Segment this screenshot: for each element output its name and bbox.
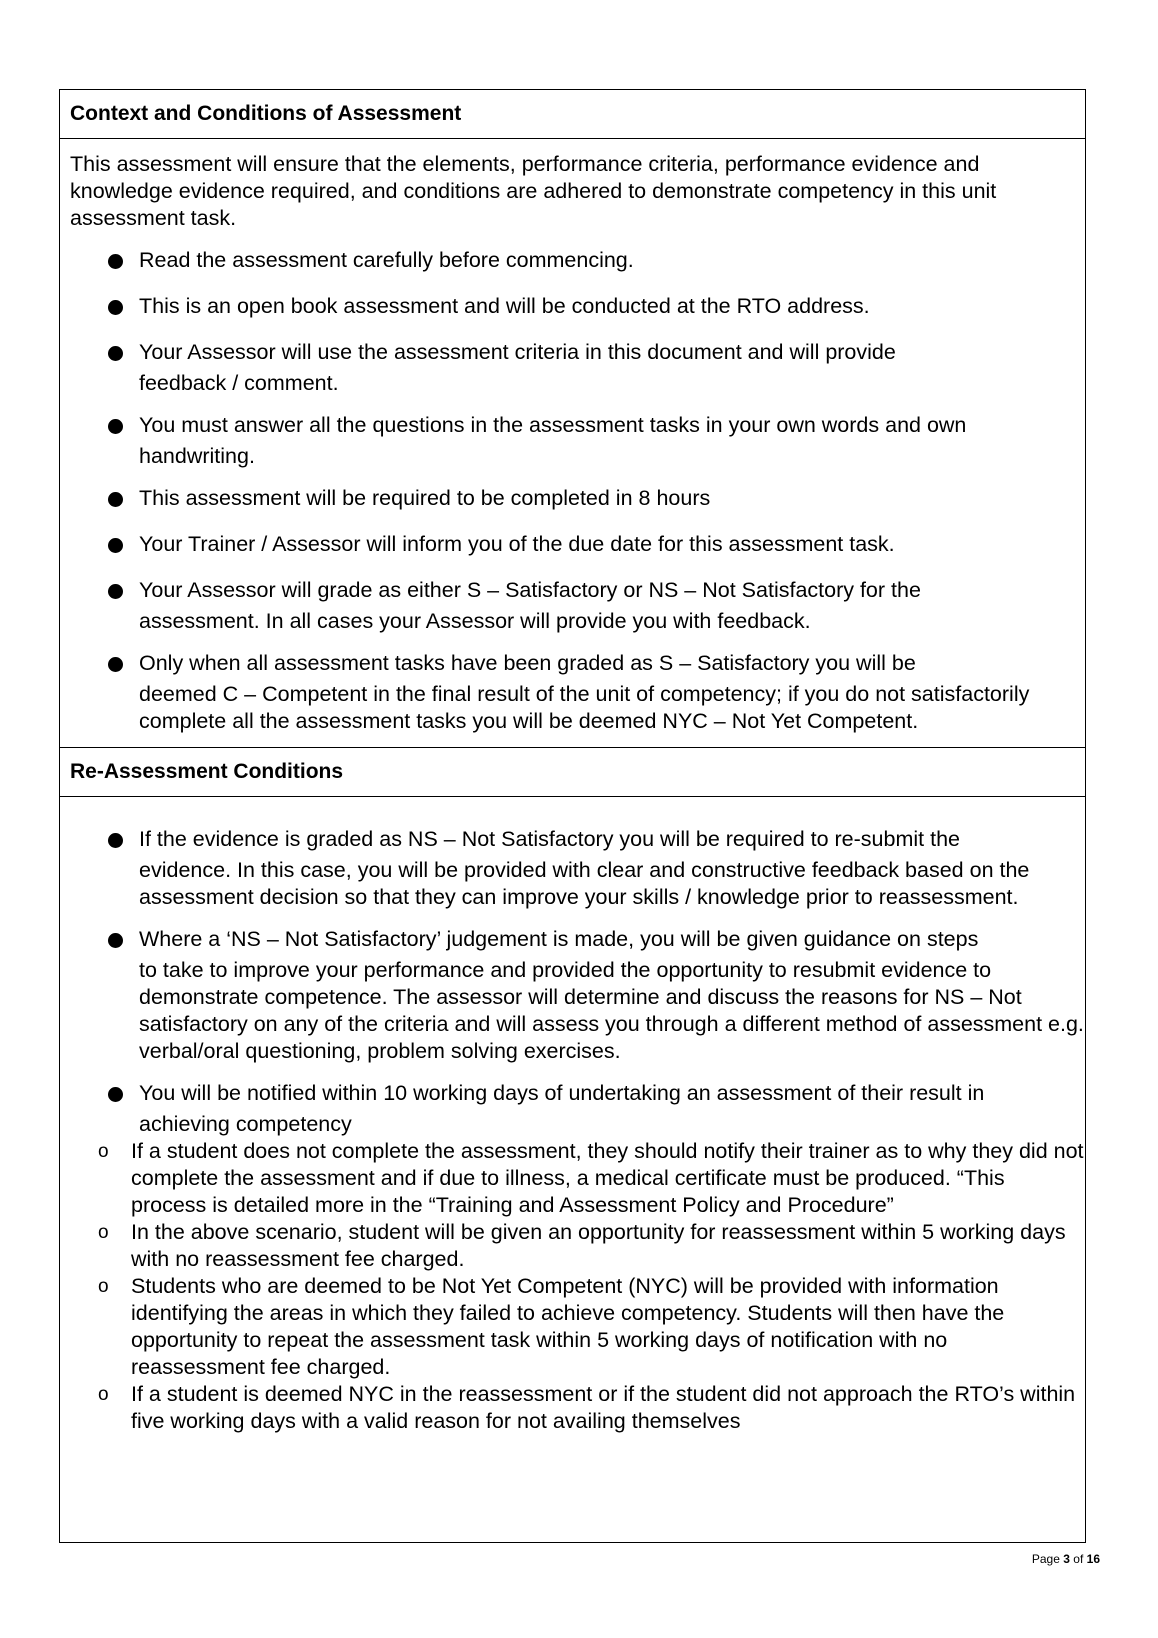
reassessment-sub-list	[60, 1138, 1085, 1435]
bullet-text-first-line: You will be notified within 10 working days of undertaking an assessment of their result in	[139, 1081, 985, 1105]
bullet-text-continuation: deemed C – Competent in the final result of the unit of competency; if you do not satisfactorily complete all the assessment tasks you will be deemed NYC – Not Yet Competent.	[139, 682, 1030, 733]
footer-page-word: Page	[1031, 1552, 1060, 1566]
bullet-text-first-line: If the evidence is graded as NS – Not Satisfactory you will be required to re-submit the	[139, 827, 960, 851]
reassessment-bullet-list	[60, 821, 1085, 1138]
circle-bullet-icon: o	[98, 1384, 109, 1405]
bullet-text-first-line: You must answer all the questions in the assessment tasks in your own words and own	[139, 413, 967, 437]
bullet-icon	[108, 933, 123, 948]
list-item	[108, 645, 1085, 735]
list-item	[108, 821, 1085, 911]
sub-bullet-text: If a student is deemed NYC in the reassessment or if the student did not approach the RTO’s within five working days with a valid reason for not availing themselves	[131, 1382, 1076, 1433]
sub-bullet-text: Students who are deemed to be Not Yet Competent (NYC) will be provided with information identifying the areas in which they failed to achieve competency. Students will then have the opportunity to repeat the assessment task within 5 working days of notification with no reassessment fee charged.	[131, 1274, 1005, 1379]
reassessment-heading: Re-Assessment Conditions	[60, 747, 1085, 797]
circle-bullet-icon: o	[98, 1276, 109, 1297]
list-item	[108, 921, 1085, 1065]
bullet-icon	[108, 492, 123, 507]
bullet-text-continuation: feedback / comment.	[139, 371, 339, 395]
bullet-icon	[108, 254, 123, 269]
bullet-icon	[108, 657, 123, 672]
bullet-text-first-line: Your Assessor will grade as either S – Satisfactory or NS – Not Satisfactory for the	[139, 578, 921, 602]
bullet-text-first-line: Only when all assessment tasks have been graded as S – Satisfactory you will be	[139, 651, 916, 675]
bullet-text-first-line: Your Trainer / Assessor will inform you of the due date for this assessment task.	[139, 532, 895, 556]
context-conditions-section	[60, 139, 1085, 747]
sub-bullet-text: If a student does not complete the assessment, they should notify their trainer as to why they did not complete the assessment and if due to illness, a medical certificate must be produced. “This process is detailed more in the “Training and Assessment Policy and Procedure”	[131, 1139, 1084, 1217]
list-item	[108, 572, 1085, 635]
bullet-text-continuation: to take to improve your performance and provided the opportunity to resubmit evidence to demonstrate competence. The assessor will determine and discuss the reasons for NS – Not satisfactory on any of the criteria and will assess you through a different method of assessment e.g. verbal/oral questioning, problem solving exercises.	[139, 958, 1084, 1063]
bullet-text-continuation: evidence. In this case, you will be provided with clear and constructive feedback based on the assessment decision so that they can improve your skills / knowledge prior to reassessment.	[139, 858, 1030, 909]
list-item	[108, 526, 1085, 562]
list-item	[108, 480, 1085, 516]
context-conditions-heading: Context and Conditions of Assessment	[60, 90, 1085, 139]
bullet-text-first-line: Read the assessment carefully before commencing.	[139, 248, 634, 272]
bullet-text-first-line: This is an open book assessment and will be conducted at the RTO address.	[139, 294, 870, 318]
context-intro-text: This assessment will ensure that the elements, performance criteria, performance evidence and knowledge evidence required, and conditions are adhered to demonstrate competency in this unit assessment task.	[70, 152, 997, 230]
bullet-icon	[108, 419, 123, 434]
sub-list-item	[98, 1219, 1085, 1273]
list-item	[108, 407, 1085, 470]
context-bullet-list	[60, 242, 1085, 735]
sub-list-item	[98, 1138, 1085, 1219]
list-item	[108, 288, 1085, 324]
bullet-text-first-line: This assessment will be required to be completed in 8 hours	[139, 486, 711, 510]
circle-bullet-icon: o	[98, 1222, 109, 1243]
list-item	[108, 242, 1085, 278]
bullet-icon	[108, 584, 123, 599]
sub-list-item	[98, 1381, 1085, 1435]
footer-of-word: of	[1073, 1552, 1084, 1566]
reassessment-section	[60, 797, 1085, 1435]
page-footer	[1032, 1552, 1100, 1566]
bullet-text-first-line: Where a ‘NS – Not Satisfactory’ judgement is made, you will be given guidance on steps	[139, 927, 979, 951]
bullet-text-continuation: achieving competency	[139, 1112, 352, 1136]
bullet-icon	[108, 1087, 123, 1102]
assessment-conditions-table	[59, 89, 1086, 1543]
sub-list-item	[98, 1273, 1085, 1381]
sub-bullet-text: In the above scenario, student will be given an opportunity for reassessment within 5 working days with no reassessment fee charged.	[131, 1220, 1066, 1271]
footer-total-pages: 16	[1086, 1552, 1100, 1566]
list-item	[108, 1075, 1085, 1138]
bullet-icon	[108, 833, 123, 848]
bullet-icon	[108, 300, 123, 315]
circle-bullet-icon: o	[98, 1141, 109, 1162]
bullet-icon	[108, 538, 123, 553]
bullet-text-continuation: assessment. In all cases your Assessor will provide you with feedback.	[139, 609, 811, 633]
bullet-text-continuation: handwriting.	[139, 444, 255, 468]
bullet-text-first-line: Your Assessor will use the assessment criteria in this document and will provide	[139, 340, 896, 364]
list-item	[108, 334, 1085, 397]
footer-page-number: 3	[1063, 1552, 1070, 1566]
bullet-icon	[108, 346, 123, 361]
